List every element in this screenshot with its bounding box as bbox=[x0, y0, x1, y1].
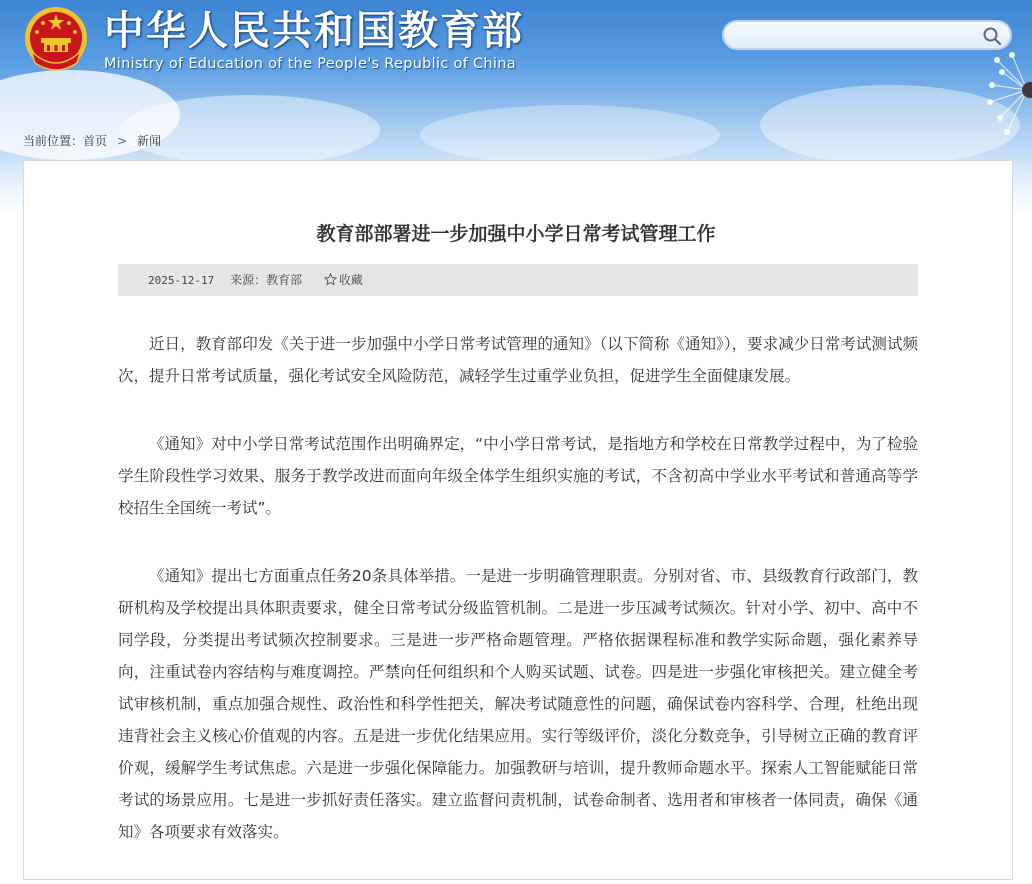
favorite-button[interactable] bbox=[324, 264, 363, 296]
article-content bbox=[118, 328, 918, 884]
breadcrumb-label: 当前位置： bbox=[23, 134, 84, 148]
breadcrumb-news-link[interactable]: 新闻 bbox=[137, 134, 162, 148]
breadcrumb-home-link[interactable]: 首页 bbox=[83, 134, 108, 148]
national-emblem-icon bbox=[23, 5, 89, 73]
article-meta-bar bbox=[118, 264, 918, 296]
star-icon bbox=[324, 273, 337, 286]
article-paragraph: 《通知》对中小学日常考试范围作出明确界定，“中小学日常考试，是指地方和学校在日常教学过程中，为了检验学生阶段性学习效果、服务于教学改进而面向年级全体学生组织实施的考试，不含初高中学业水平考试和普通高等学校招生全国统一考试”。 bbox=[118, 435, 918, 517]
cloud-decoration bbox=[420, 105, 720, 165]
article-paragraph: 近日，教育部印发《关于进一步加强中小学日常考试管理的通知》（以下简称《通知》），要求减少日常考试测试频次，提升日常考试质量，强化考试安全风险防范，减轻学生过重学业负担，促进学生全面健康发展。 bbox=[118, 335, 918, 385]
article-paragraph: 《通知》提出七方面重点任务20条具体举措。一是进一步明确管理职责。分别对省、市、县级教育行政部门，教研机构及学校提出具体职责要求，健全日常考试分级监管机制。二是进一步压减考试频次。针对小学、初中、高中不同学段，分类提出考试频次控制要求。三是进一步严格命题管理。严格依据课程标准和教学实际命题，强化素养导向，注重试卷内容结构与难度调控。严禁向任何组织和个人购买试题、试卷。四是进一步强化审核把关。建立健全考试审核机制，重点加强合规性、政治性和科学性把关，解决考试随意性的问题，确保试卷内容科学、合理，杜绝出现违背社会主义核心价值观的内容。五是进一步优化结果应用。实行等级评价，淡化分数竞争，引导树立正确的教育评价观，缓解学生考试焦虑。六是进一步强化保障能力。加强教研与培训，提升教师命题水平。探索人工智能赋能日常考试的场景应用。七是进一步抓好责任落实。建立监督问责机制，试卷命制者、选用者和审核者一体同责，确保《通知》各项要求有效落实。 bbox=[118, 567, 918, 841]
article-source: 来源：教育部 bbox=[230, 273, 303, 287]
breadcrumb-separator-icon: > bbox=[117, 134, 128, 148]
cloud-decoration bbox=[120, 95, 380, 165]
article-title: 教育部部署进一步加强中小学日常考试管理工作 bbox=[316, 223, 716, 245]
article-date: 2025-12-17 bbox=[148, 274, 215, 287]
favorite-label: 收藏 bbox=[338, 273, 363, 287]
dandelion-decoration-icon bbox=[942, 40, 1032, 150]
site-subtitle: Ministry of Education of the People's Republic of China bbox=[104, 56, 516, 72]
site-title: 中华人民共和国教育部 bbox=[104, 7, 524, 54]
breadcrumb bbox=[23, 132, 161, 149]
